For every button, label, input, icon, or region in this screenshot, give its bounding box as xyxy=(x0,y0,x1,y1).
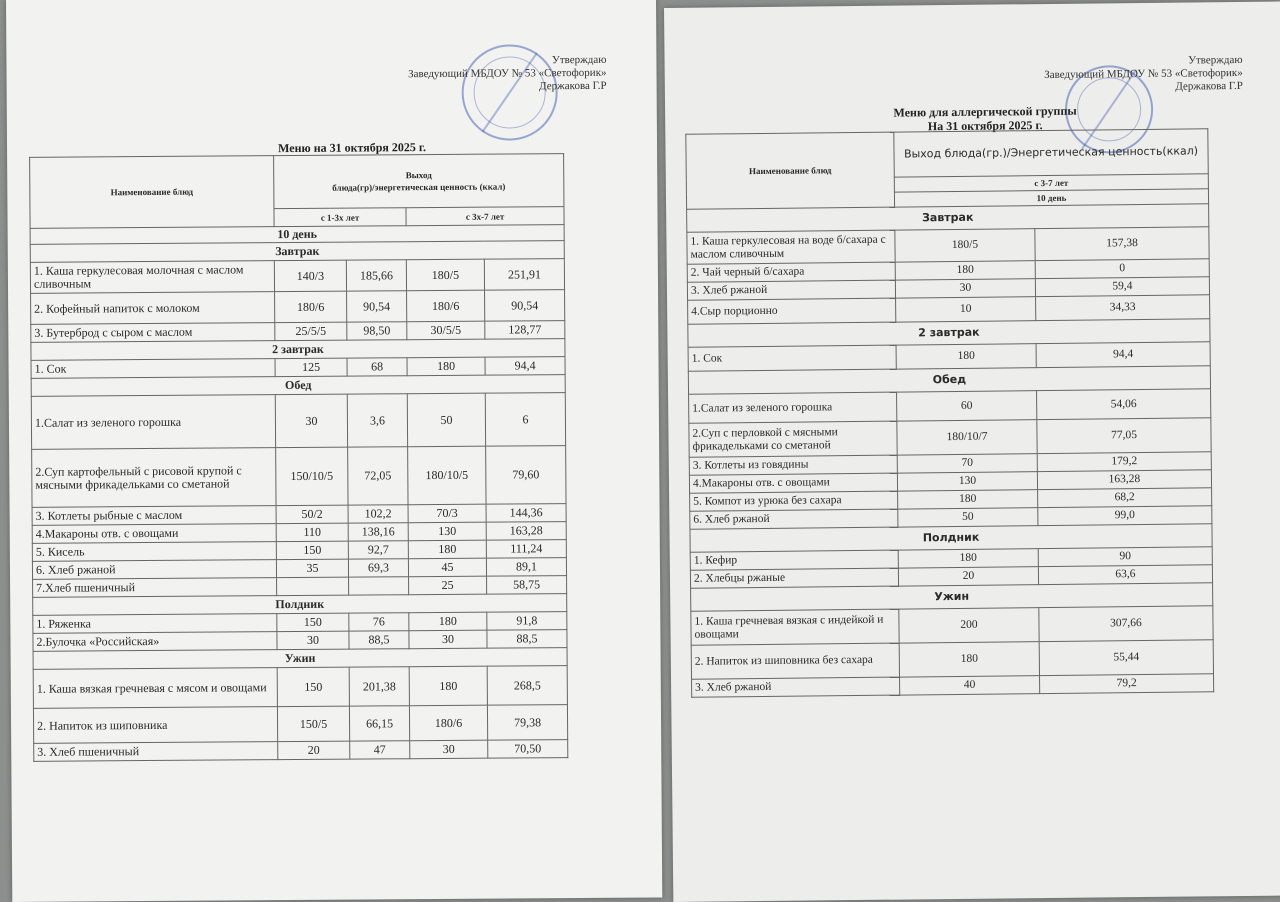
portion-1-3: 35 xyxy=(276,559,348,578)
dish-name: 1. Кефир xyxy=(690,550,898,570)
section-title: Полдник xyxy=(33,594,567,616)
dish-name: 1. Каша гречневая вязкая с индейкой и овощами xyxy=(691,609,899,645)
energy: 94,4 xyxy=(1036,342,1210,368)
portion-3-7: 25 xyxy=(409,576,487,595)
dish-name: 2. Чай черный б/сахара xyxy=(687,262,895,282)
section-title: Завтрак xyxy=(30,241,564,263)
energy-1-3: 68 xyxy=(347,358,407,376)
portion: 10 xyxy=(896,297,1036,322)
dish-name: 2.Суп с перловкой с мясными фрикадельками со сметаной xyxy=(689,421,897,457)
section-title: Полдник xyxy=(690,524,1212,552)
energy: 157,38 xyxy=(1035,227,1209,261)
section-title: Ужин xyxy=(691,583,1213,611)
energy-1-3 xyxy=(349,577,409,595)
dish-name: 1. Ряженка xyxy=(33,614,277,634)
dish-name: 3. Хлеб ржаной xyxy=(692,677,900,697)
portion: 180 xyxy=(895,261,1035,280)
portion: 180 xyxy=(896,344,1036,369)
energy-1-3: 47 xyxy=(350,741,410,759)
portion-1-3: 150/10/5 xyxy=(276,447,348,506)
section-title: Обед xyxy=(688,366,1210,394)
table-row xyxy=(31,290,565,325)
portion-1-3: 110 xyxy=(276,523,348,542)
portion-1-3: 125 xyxy=(275,358,347,377)
portion-3-7: 180/6 xyxy=(407,290,485,322)
dish-name: 2. Напиток из шиповника xyxy=(33,707,277,744)
portion-1-3: 150 xyxy=(277,667,349,707)
energy-3-7: 6 xyxy=(485,393,565,447)
approval-line: Утверждаю xyxy=(551,53,607,67)
portion-3-7: 180 xyxy=(409,612,487,631)
energy-1-3: 66,15 xyxy=(349,706,409,741)
energy-3-7: 94,4 xyxy=(485,357,565,376)
dish-name: 1. Сок xyxy=(31,359,275,379)
dish-name: 3. Бутерброд с сыром с маслом xyxy=(31,323,275,343)
dish-name: 1. Каша геркулесовая на воде б/сахара с маслом сливочным xyxy=(687,230,895,264)
table-row xyxy=(32,446,566,508)
dish-name: 1. Сок xyxy=(688,345,896,371)
column-header-output xyxy=(274,154,564,209)
approval-signature: Держакова Г.Р xyxy=(539,79,607,93)
energy-1-3: 88,5 xyxy=(349,631,409,649)
dish-name: 2. Хлебцы ржаные xyxy=(690,568,898,588)
portion-3-7: 180/10/5 xyxy=(408,446,486,505)
energy-1-3: 201,38 xyxy=(349,667,409,706)
header-line: Выход xyxy=(405,170,432,181)
energy: 54,06 xyxy=(1037,389,1211,420)
energy-3-7: 251,91 xyxy=(484,259,564,291)
portion-3-7: 180 xyxy=(408,540,486,559)
column-header-dish: Наименование блюд xyxy=(686,132,895,209)
energy-1-3: 185,66 xyxy=(346,260,406,291)
energy-3-7: 79,60 xyxy=(486,446,566,505)
age-group-header: с 1-3х лет xyxy=(274,208,406,227)
energy-3-7: 91,8 xyxy=(487,612,567,631)
section-title: Обед xyxy=(31,375,565,397)
menu-table xyxy=(685,128,1214,697)
portion-1-3 xyxy=(277,577,349,596)
dish-name: 7.Хлеб пшеничный xyxy=(33,578,277,598)
dish-name: 2. Напиток из шиповника без сахара xyxy=(691,643,899,679)
portion-1-3: 150 xyxy=(277,613,349,632)
table-row xyxy=(30,259,564,294)
portion: 30 xyxy=(895,279,1035,298)
energy-3-7: 70,50 xyxy=(488,740,568,759)
dish-name: 4.Макароны отв. с овощами xyxy=(689,473,897,493)
table-row xyxy=(33,705,567,744)
energy-1-3: 98,50 xyxy=(347,322,407,340)
dish-name: 6. Хлеб ржаной xyxy=(32,560,276,580)
section-title: Ужин xyxy=(33,648,567,670)
portion: 180/5 xyxy=(895,229,1035,262)
portion: 200 xyxy=(899,608,1039,643)
dish-name: 2.Суп картофельный с рисовой крупой с мясными фрикадельками со сметаной xyxy=(32,448,276,508)
menu-sheet-right xyxy=(664,2,1280,902)
energy-3-7: 163,28 xyxy=(486,522,566,541)
energy: 55,44 xyxy=(1039,640,1213,676)
table-header-row xyxy=(686,129,1208,179)
column-header-dish: Наименование блюд xyxy=(30,156,274,229)
energy-3-7: 128,77 xyxy=(485,321,565,340)
portion-3-7: 70/3 xyxy=(408,504,486,523)
dish-name: 1. Каша вязкая гречневая с мясом и овощами xyxy=(33,668,277,709)
energy-3-7: 111,24 xyxy=(486,540,566,559)
approval-signature: Держакова Г.Р xyxy=(1175,79,1243,93)
portion: 180 xyxy=(898,549,1038,568)
energy-1-3: 92,7 xyxy=(348,541,408,559)
dish-name: 4.Сыр порционно xyxy=(688,298,896,324)
energy-3-7: 79,38 xyxy=(487,705,567,741)
portion: 180 xyxy=(899,642,1039,677)
portion-3-7: 180/5 xyxy=(406,259,484,291)
approval-line: Заведующий МБДОУ № 53 «Светофорик» xyxy=(1044,66,1243,82)
portion-1-3: 150/5 xyxy=(277,706,349,742)
section-title: 2 завтрак xyxy=(31,339,565,361)
table-row xyxy=(31,393,565,450)
energy-1-3: 138,16 xyxy=(348,523,408,541)
portion-1-3: 30 xyxy=(277,631,349,650)
dish-name: 3. Хлеб ржаной xyxy=(687,280,895,300)
column-header-output: Выход блюда(гр.)/Энергетическая ценность(ккал) xyxy=(894,129,1208,177)
energy-3-7: 90,54 xyxy=(485,290,565,322)
table-row xyxy=(689,418,1211,457)
portion: 180/10/7 xyxy=(897,420,1037,455)
section-title: 2 завтрак xyxy=(688,319,1210,347)
energy: 59,4 xyxy=(1035,277,1209,297)
energy: 307,66 xyxy=(1039,606,1213,642)
approval-block xyxy=(336,54,606,95)
energy: 68,2 xyxy=(1038,488,1212,508)
dish-name: 3. Хлеб пшеничный xyxy=(34,742,278,762)
portion: 20 xyxy=(898,567,1038,586)
portion: 130 xyxy=(897,472,1037,491)
portion: 70 xyxy=(897,454,1037,473)
portion-1-3: 30 xyxy=(275,394,347,448)
dish-name: 3. Котлеты рыбные с маслом xyxy=(32,506,276,526)
energy-1-3: 69,3 xyxy=(348,559,408,577)
approval-line: Заведующий МБДОУ № 53 «Светофорик» xyxy=(408,66,607,81)
portion-3-7: 30 xyxy=(410,740,488,759)
energy-3-7: 89,1 xyxy=(486,558,566,577)
energy: 99,0 xyxy=(1038,506,1212,526)
dish-name: 1. Каша геркулесовая молочная с маслом сливочным xyxy=(30,261,274,294)
portion-3-7: 180 xyxy=(409,666,487,706)
portion-3-7: 130 xyxy=(408,522,486,541)
energy-1-3: 76 xyxy=(349,613,409,631)
portion-3-7: 30/5/5 xyxy=(407,321,485,340)
energy-3-7: 88,5 xyxy=(487,630,567,649)
energy-1-3: 102,2 xyxy=(348,505,408,523)
energy-3-7: 144,36 xyxy=(486,504,566,523)
age-group-header: с 3-7 лет xyxy=(894,174,1208,192)
portion: 50 xyxy=(898,508,1038,527)
portion-3-7: 50 xyxy=(407,393,485,447)
dish-name: 2.Булочка «Российская» xyxy=(33,632,277,652)
approval-line: Утверждаю xyxy=(1188,53,1243,67)
energy: 90 xyxy=(1038,547,1212,567)
header-line: блюда(гр)/энергетическая ценность (ккал) xyxy=(332,181,506,193)
menu-title-line: Меню для аллергической группы xyxy=(893,103,1077,120)
energy-3-7: 268,5 xyxy=(487,666,567,706)
menu-sheet-left xyxy=(6,0,662,902)
menu-title-line: На 31 октября 2025 г. xyxy=(927,118,1043,134)
day-label: 10 день xyxy=(894,189,1208,207)
energy: 34,33 xyxy=(1036,295,1210,321)
portion-1-3: 50/2 xyxy=(276,505,348,524)
dish-name: 5. Компот из урюка без сахара xyxy=(690,491,898,511)
energy: 77,05 xyxy=(1037,418,1211,454)
portion-1-3: 140/3 xyxy=(274,260,346,292)
energy: 163,28 xyxy=(1037,470,1211,490)
portion-3-7: 30 xyxy=(409,630,487,649)
portion-1-3: 25/5/5 xyxy=(275,322,347,341)
approval-block xyxy=(975,54,1243,96)
dish-name: 4.Макароны отв. с овощами xyxy=(32,524,276,544)
table-row xyxy=(34,740,568,762)
energy: 63,6 xyxy=(1038,565,1212,585)
energy-1-3: 90,54 xyxy=(347,291,407,322)
portion-1-3: 150 xyxy=(276,541,348,560)
portion-3-7: 45 xyxy=(408,558,486,577)
energy-3-7: 58,75 xyxy=(487,576,567,595)
portion: 60 xyxy=(897,391,1037,421)
age-group-header: с 3х-7 лет xyxy=(406,207,564,226)
energy: 79,2 xyxy=(1040,674,1214,694)
menu-title: Меню на 31 октября 2025 г. xyxy=(278,140,427,156)
portion-1-3: 180/6 xyxy=(275,291,347,323)
menu-table xyxy=(29,153,568,762)
energy-1-3: 72,05 xyxy=(348,447,408,505)
dish-name: 5. Кисель xyxy=(32,542,276,562)
dish-name: 1.Салат из зеленого горошка xyxy=(689,392,897,423)
portion: 180 xyxy=(898,490,1038,509)
energy: 179,2 xyxy=(1037,452,1211,472)
table-row xyxy=(691,640,1213,679)
portion: 40 xyxy=(900,676,1040,695)
energy: 0 xyxy=(1035,259,1209,279)
table-row xyxy=(691,606,1213,645)
portion-3-7: 180/6 xyxy=(409,705,487,741)
energy-1-3: 3,6 xyxy=(347,394,407,447)
table-header-row xyxy=(30,154,564,211)
dish-name: 2. Кофейный напиток с молоком xyxy=(31,292,275,325)
dish-name: 3. Котлеты из говядины xyxy=(689,455,897,475)
section-title: Завтрак xyxy=(687,204,1209,232)
day-label: 10 день xyxy=(30,225,564,245)
dish-name: 1.Салат из зеленого горошка xyxy=(31,395,275,450)
portion-1-3: 20 xyxy=(278,741,350,760)
dish-name: 6. Хлеб ржаной xyxy=(690,509,898,529)
portion-3-7: 180 xyxy=(407,357,485,376)
table-row xyxy=(33,666,567,709)
